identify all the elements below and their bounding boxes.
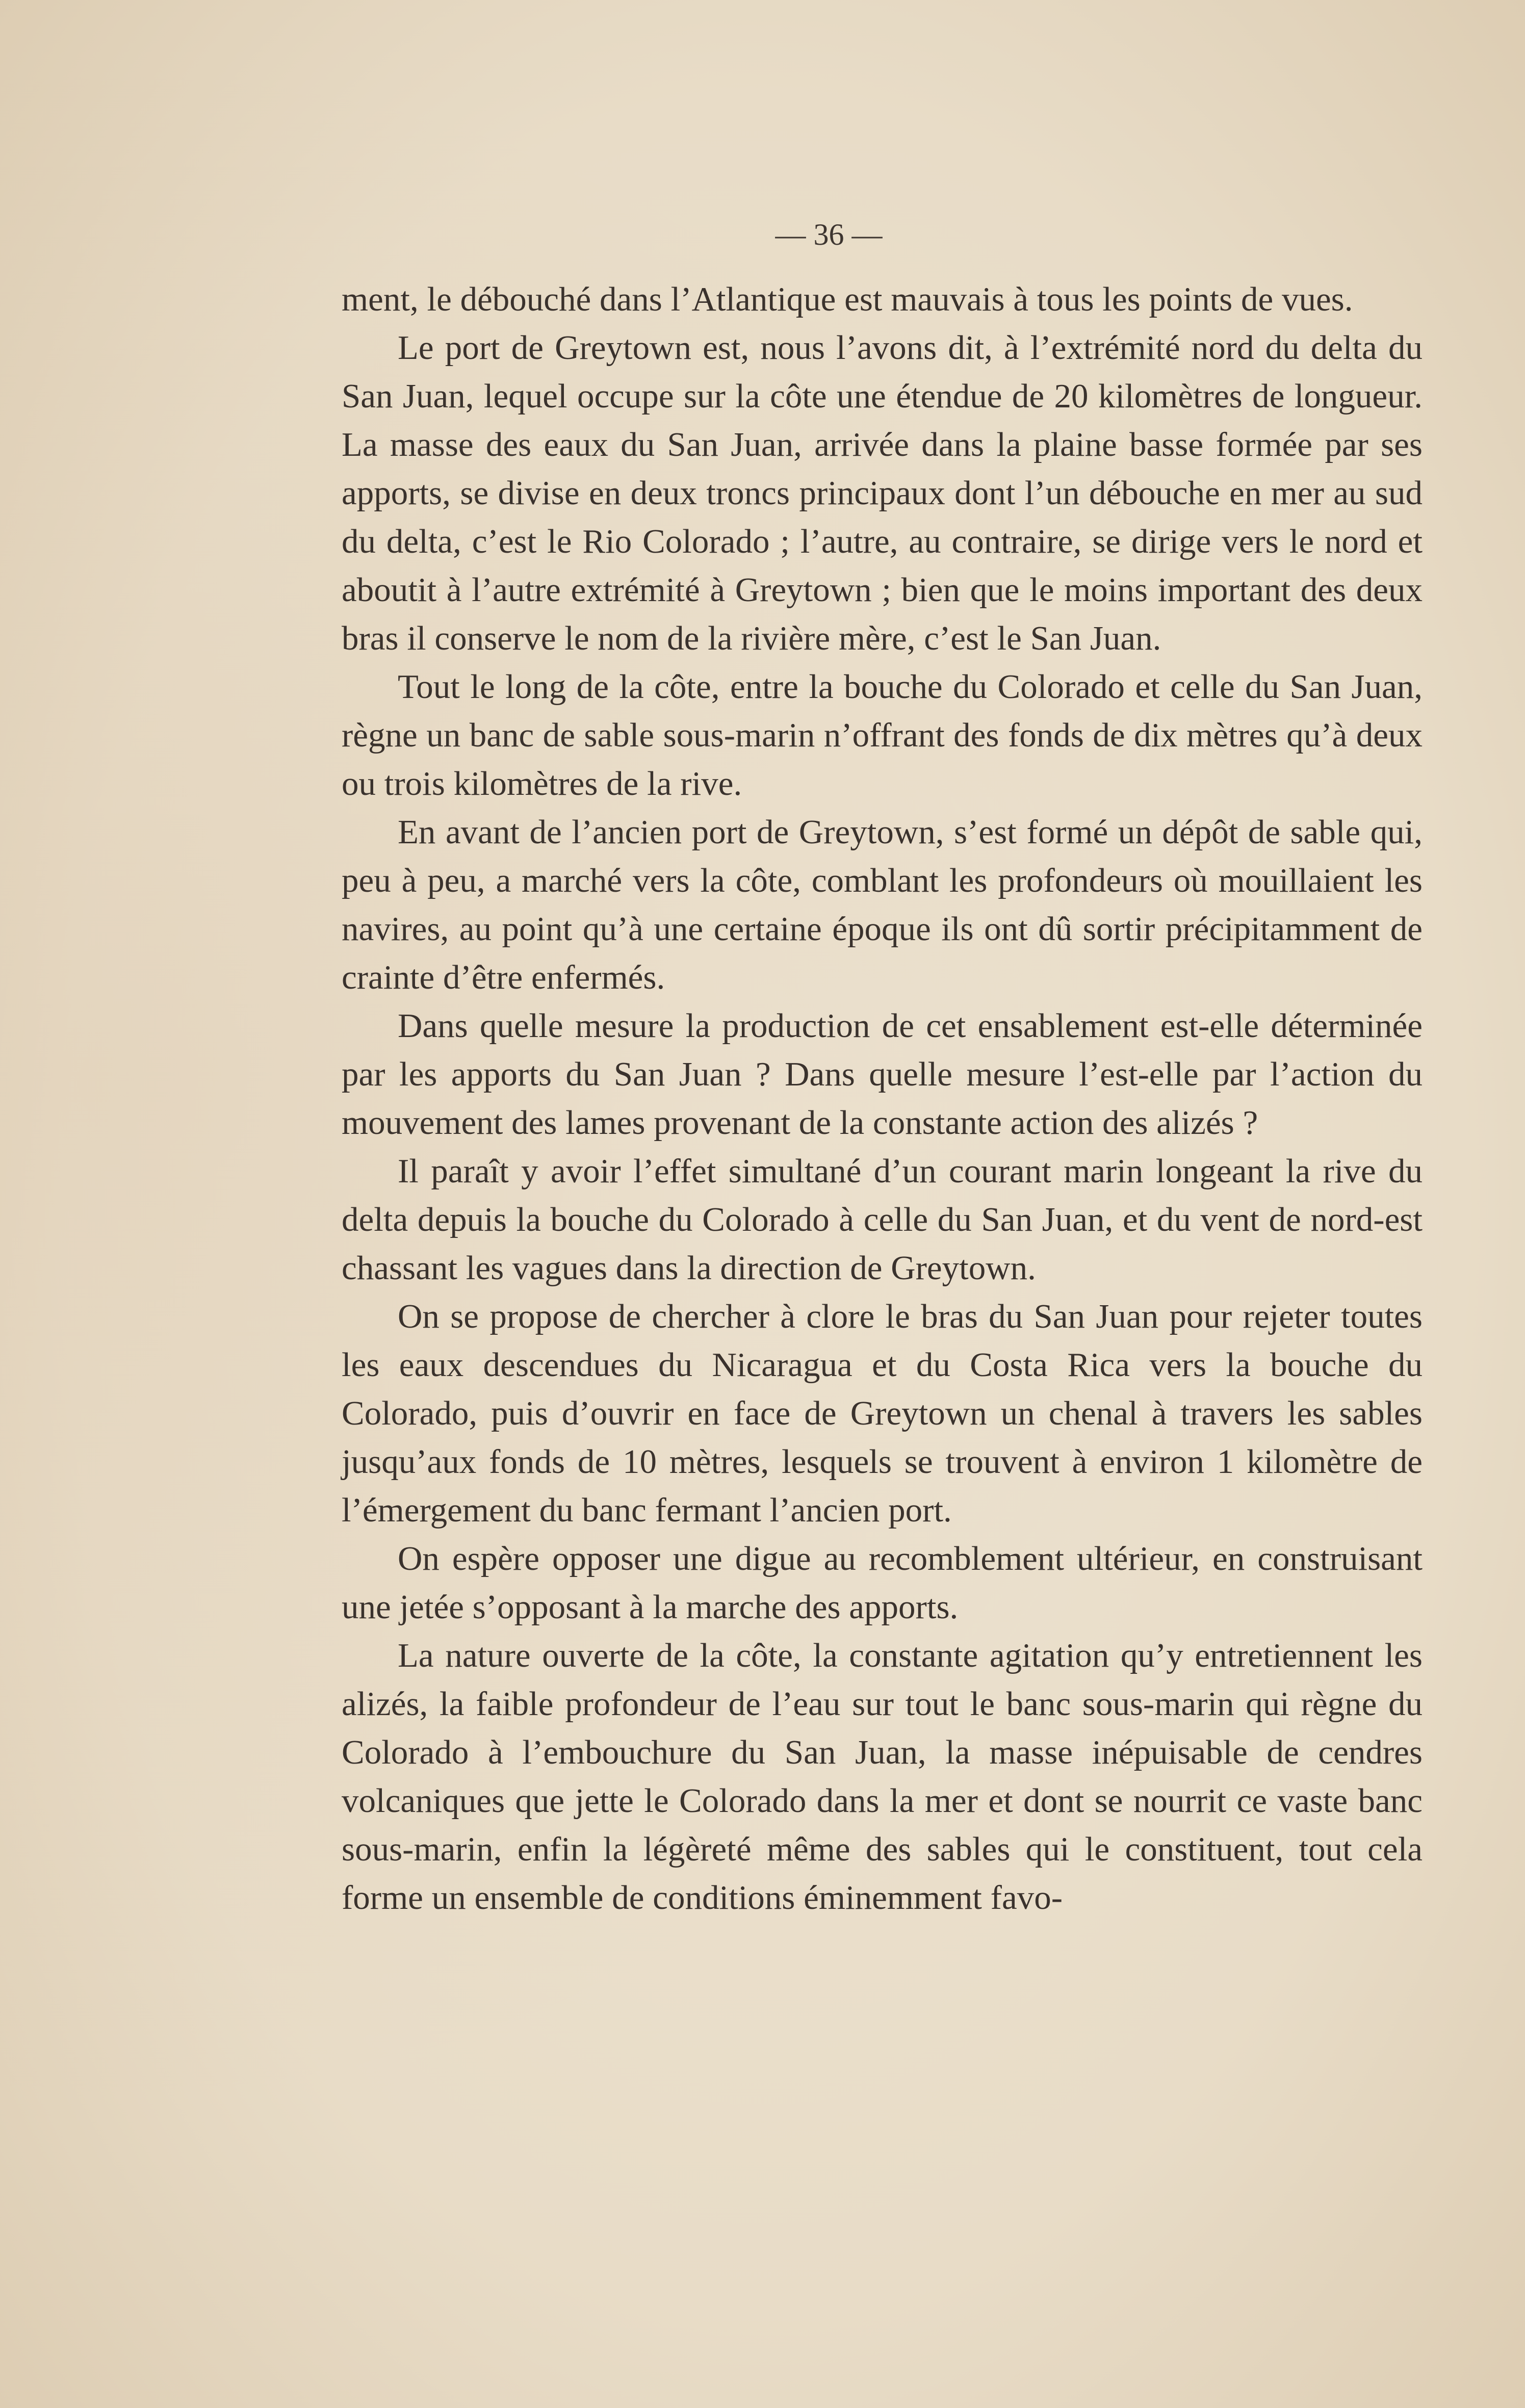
paragraph-5: Dans quelle mesure la production de cet ensablement est-elle déterminée par les apports du San Juan ? Dans quelle mesure l’est-elle par l’action du mouvement des lames provenant de la constante action des alizés ?: [342, 1007, 1423, 1142]
page-number: — 36 —: [775, 218, 883, 251]
paragraph-8: On espère opposer une digue au recomblement ultérieur, en construisant une jetée s’opposant à la marche des apports.: [342, 1540, 1423, 1626]
paragraph-9: La nature ouverte de la côte, la constante agitation qu’y entretiennent les alizés, la faible profondeur de l’eau sur tout le banc sous-marin qui règne du Colorado à l’embouchure du San Juan, la masse inépuisable de cendres volcaniques que jette le Colorado dans la mer et dont se nourrit ce vaste banc sous-marin, enfin la légèreté même des sables qui le constituent, tout cela forme un ensemble de conditions éminemment favo-: [342, 1637, 1423, 1917]
page-text: [342, 275, 1423, 1922]
paragraph-3: Tout le long de la côte, entre la bouche du Colorado et celle du San Juan, règne un banc de sable sous-marin n’offrant des fonds de dix mètres qu’à deux ou trois kilomètres de la rive.: [342, 668, 1423, 802]
paragraph-6: Il paraît y avoir l’effet simultané d’un courant marin longeant la rive du delta depuis la bouche du Colorado à celle du San Juan, et du vent de nord-est chassant les vagues dans la direction de Greytown.: [342, 1152, 1423, 1287]
paragraph-1: ment, le débouché dans l’Atlantique est mauvais à tous les points de vues.: [342, 280, 1353, 318]
paragraph-2: Le port de Greytown est, nous l’avons dit, à l’extrémité nord du delta du San Juan, lequel occupe sur la côte une étendue de 20 kilomètres de longueur. La masse des eaux du San Juan, arrivée dans la plaine basse formée par ses apports, se divise en deux troncs principaux dont l’un débouche en mer au sud du delta, c’est le Rio Colorado ; l’autre, au contraire, se dirige vers le nord et aboutit à l’autre extrémité à Greytown ; bien que le moins important des deux bras il conserve le nom de la rivière mère, c’est le San Juan.: [342, 329, 1423, 657]
paragraph-7: On se propose de chercher à clore le bras du San Juan pour rejeter toutes les eaux descendues du Nicaragua et du Costa Rica vers la bouche du Colorado, puis d’ouvrir en face de Greytown un chenal à travers les sables jusqu’aux fonds de 10 mètres, lesquels se trouvent à environ 1 kilomètre de l’émergement du banc fermant l’ancien port.: [342, 1298, 1423, 1529]
paragraph-4: En avant de l’ancien port de Greytown, s’est formé un dépôt de sable qui, peu à peu, a marché vers la côte, comblant les profondeurs où mouillaient les navires, au point qu’à une certaine époque ils ont dû sortir précipitamment de crainte d’être enfermés.: [342, 813, 1423, 996]
